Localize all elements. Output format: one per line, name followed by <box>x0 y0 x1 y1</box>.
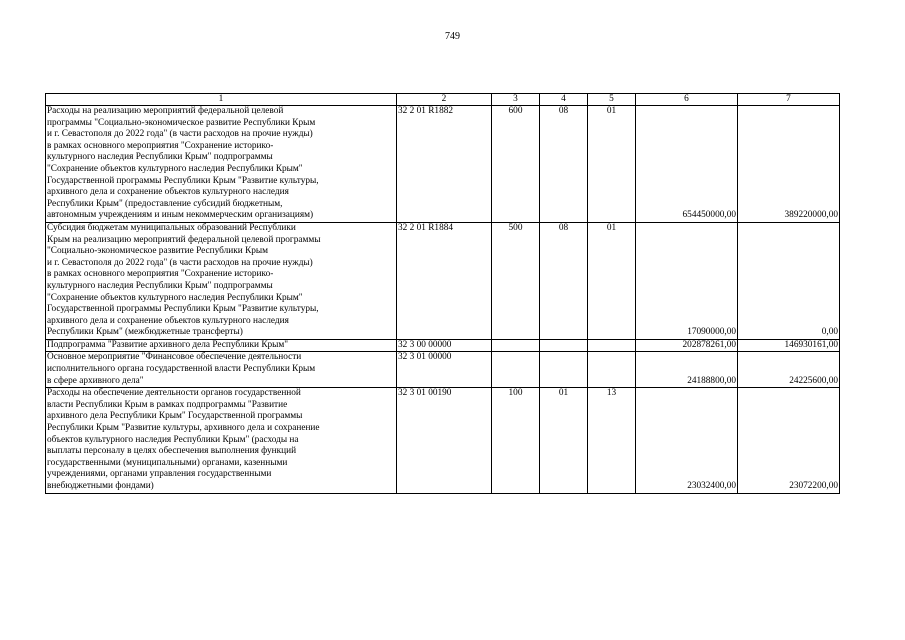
row-amount-col7: 146930161,00 <box>738 339 840 352</box>
header-col-7: 7 <box>738 94 840 106</box>
row-target-code: 32 3 01 00190 <box>397 388 492 493</box>
row-description: Субсидия бюджетам муниципальных образований Республики Крым на реализацию мероприятий федеральной целевой программы "Социально-экономическое развитие Республики Крым и г. Севастополя до 2022 года" (в части расходов на прочие нужды) в рамках основного мероприятия "Сохранение историко- культурного наследия Республики Крым" подпрограммы "Сохранение объектов культурного наследия Республики Крым" Государственной программы Республики Крым "Развитие культуры, архивного дела и сохранение объектов культурного наследия Республики Крым" (межбюджетные трансферты) <box>46 222 397 339</box>
row-subsection: 01 <box>588 222 636 339</box>
row-amount-col7: 389220000,00 <box>738 106 840 223</box>
row-section: 08 <box>540 106 588 223</box>
row-section <box>540 339 588 352</box>
row-amount-col6: 17090000,00 <box>636 222 738 339</box>
row-amount-col7: 23072200,00 <box>738 388 840 493</box>
row-subsection: 13 <box>588 388 636 493</box>
row-section <box>540 352 588 388</box>
header-row <box>46 94 840 106</box>
row-description: Расходы на реализацию мероприятий федеральной целевой программы "Социально-экономическое развитие Республики Крым и г. Севастополя до 2022 года" (в части расходов на прочие нужды) в рамках основного мероприятия "Сохранение историко- культурного наследия Республики Крым" подпрограммы "Сохранение объектов культурного наследия Республики Крым" Государственной программы Республики Крым "Развитие культуры, архивного дела и сохранение объектов культурного наследия Республики Крым" (предоставление субсидий бюджетным, автономным учреждениям и иным некоммерческим организациям) <box>46 106 397 223</box>
row-expense-type: 100 <box>492 388 540 493</box>
table-row <box>46 106 840 223</box>
header-col-5: 5 <box>588 94 636 106</box>
table-row <box>46 222 840 339</box>
row-amount-col7: 24225600,00 <box>738 352 840 388</box>
row-target-code: 32 3 00 00000 <box>397 339 492 352</box>
row-description: Расходы на обеспечение деятельности органов государственной власти Республики Крым в рамках подпрограммы "Развитие архивного дела Республики Крым" Государственной программы Республики Крым "Развитие культуры, архивного дела и сохранение объектов культурного наследия Республики Крым" (расходы на выплаты персоналу в целях обеспечения выполнения функций государственными (муниципальными) органами, казенными учреждениями, органами управления государственными внебюджетными фондами) <box>46 388 397 493</box>
row-description: Основное мероприятие "Финансовое обеспечение деятельности исполнительного органа государственной власти Республики Крым в сфере архивного дела" <box>46 352 397 388</box>
row-section: 08 <box>540 222 588 339</box>
row-target-code: 32 2 01 R1882 <box>397 106 492 223</box>
header-col-6: 6 <box>636 94 738 106</box>
row-target-code: 32 3 01 00000 <box>397 352 492 388</box>
row-expense-type <box>492 352 540 388</box>
row-amount-col6: 654450000,00 <box>636 106 738 223</box>
row-expense-type <box>492 339 540 352</box>
header-col-3: 3 <box>492 94 540 106</box>
row-amount-col6: 24188800,00 <box>636 352 738 388</box>
row-description: Подпрограмма "Развитие архивного дела Республики Крым" <box>46 339 397 352</box>
budget-table <box>45 93 840 494</box>
row-amount-col6: 202878261,00 <box>636 339 738 352</box>
row-subsection: 01 <box>588 106 636 223</box>
header-col-1: 1 <box>46 94 397 106</box>
table-row <box>46 339 840 352</box>
header-col-4: 4 <box>540 94 588 106</box>
row-subsection <box>588 339 636 352</box>
row-amount-col7: 0,00 <box>738 222 840 339</box>
table-row <box>46 352 840 388</box>
row-target-code: 32 2 01 R1884 <box>397 222 492 339</box>
table-row <box>46 388 840 493</box>
page-number: 749 <box>445 31 460 42</box>
row-subsection <box>588 352 636 388</box>
header-col-2: 2 <box>397 94 492 106</box>
row-expense-type: 600 <box>492 106 540 223</box>
row-expense-type: 500 <box>492 222 540 339</box>
row-section: 01 <box>540 388 588 493</box>
row-amount-col6: 23032400,00 <box>636 388 738 493</box>
